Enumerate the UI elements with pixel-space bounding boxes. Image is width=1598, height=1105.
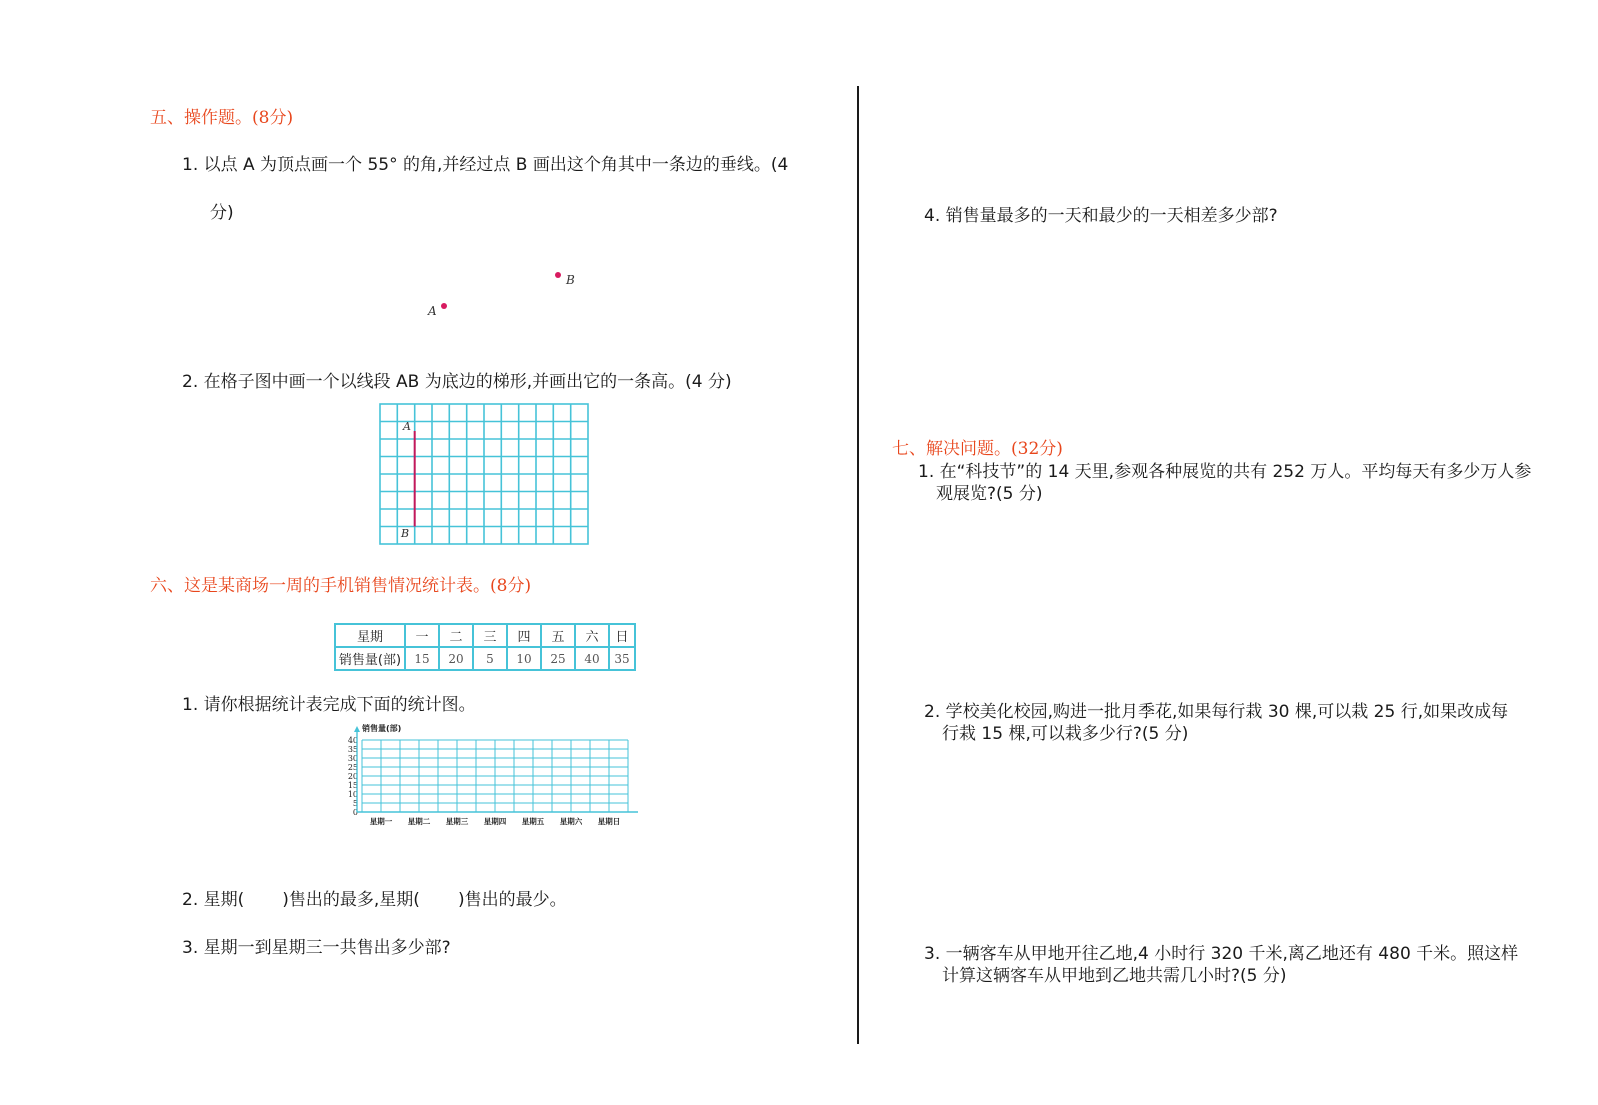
question-6-2-part1: 2. 星期( (182, 890, 245, 910)
question-6-1: 1. 请你根据统计表完成下面的统计图。 (182, 695, 476, 715)
question-6-4: 4. 销售量最多的一天和最少的一天相差多少部? (924, 206, 1278, 226)
chart-x-tick-label: 星期六 (559, 817, 583, 826)
table-day: 二 (439, 624, 473, 647)
chart-x-tick-label: 星期五 (521, 817, 545, 826)
chart-y-tick-label: 15 (347, 781, 358, 790)
table-day: 一 (405, 624, 439, 647)
sales-table (334, 623, 636, 671)
table-header-label: 星期 (335, 624, 405, 647)
table-value: 35 (609, 647, 635, 670)
point-b-dot (555, 272, 561, 278)
grid-label-a: A (403, 420, 411, 433)
blank-bar-chart (340, 720, 660, 852)
section-5-title: 五、操作题。(8分) (150, 108, 294, 128)
chart-y-axis-label: 销售量(部) (362, 724, 402, 733)
table-day: 日 (609, 624, 635, 647)
table-header-row (335, 624, 635, 647)
chart-y-tick-label: 0 (352, 808, 358, 817)
chart-y-tick-label: 25 (347, 763, 358, 772)
question-7-2-line2: 行栽 15 棵,可以栽多少行?(5 分) (942, 724, 1189, 744)
question-6-3: 3. 星期一到星期三一共售出多少部? (182, 938, 451, 958)
chart-y-tick-label: 40 (347, 736, 358, 745)
question-5-1-line1: 1. 以点 A 为顶点画一个 55° 的角,并经过点 B 画出这个角其中一条边的垂线。(4 (182, 155, 789, 175)
table-value: 25 (541, 647, 575, 670)
chart-x-tick-label: 星期日 (597, 817, 621, 826)
table-day: 四 (507, 624, 541, 647)
chart-y-tick-label: 5 (352, 799, 358, 808)
point-a-label: A (428, 304, 437, 318)
table-value: 10 (507, 647, 541, 670)
table-day: 三 (473, 624, 507, 647)
point-a-dot (441, 303, 447, 309)
question-6-2 (182, 885, 567, 910)
table-value: 20 (439, 647, 473, 670)
question-7-1-line2: 观展览?(5 分) (936, 484, 1043, 504)
chart-x-tick-label: 星期一 (369, 817, 393, 826)
question-5-2: 2. 在格子图中画一个以线段 AB 为底边的梯形,并画出它的一条高。(4 分) (182, 372, 732, 392)
table-value: 15 (405, 647, 439, 670)
chart-y-tick-label: 20 (347, 772, 358, 781)
chart-y-tick-label: 10 (347, 790, 358, 799)
table-value: 40 (575, 647, 609, 670)
question-7-3-line2: 计算这辆客车从甲地到乙地共需几小时?(5 分) (942, 966, 1287, 986)
column-divider (857, 86, 859, 1044)
chart-y-tick-label: 30 (347, 754, 358, 763)
question-7-2-line1: 2. 学校美化校园,购进一批月季花,如果每行栽 30 棵,可以栽 25 行,如果改成每 (924, 702, 1509, 722)
question-6-2-part3: )售出的最少。 (457, 890, 567, 910)
table-row-label: 销售量(部) (335, 647, 405, 670)
section-6-title: 六、这是某商场一周的手机销售情况统计表。(8分) (150, 576, 532, 596)
table-value: 5 (473, 647, 507, 670)
point-b-label: B (566, 273, 575, 287)
question-5-1-line2: 分) (210, 203, 234, 223)
question-7-1-line1: 1. 在“科技节”的 14 天里,参观各种展览的共有 252 万人。平均每天有多少万人参 (918, 462, 1532, 482)
table-day: 五 (541, 624, 575, 647)
chart-x-tick-label: 星期四 (483, 817, 507, 826)
chart-y-axis-arrow (354, 726, 360, 732)
question-7-3-line1: 3. 一辆客车从甲地开往乙地,4 小时行 320 千米,离乙地还有 480 千米。照这样 (924, 944, 1519, 964)
square-grid (379, 403, 589, 545)
table-value-row (335, 647, 635, 670)
chart-x-tick-label: 星期二 (407, 817, 431, 826)
chart-svg (340, 720, 660, 848)
grid-label-b: B (401, 527, 410, 540)
chart-y-tick-label: 35 (347, 745, 358, 754)
chart-x-tick-label: 星期三 (445, 817, 469, 826)
section-7-title: 七、解决问题。(32分) (892, 439, 1063, 459)
table-day: 六 (575, 624, 609, 647)
question-6-2-part2: )售出的最多,星期( (282, 890, 420, 910)
